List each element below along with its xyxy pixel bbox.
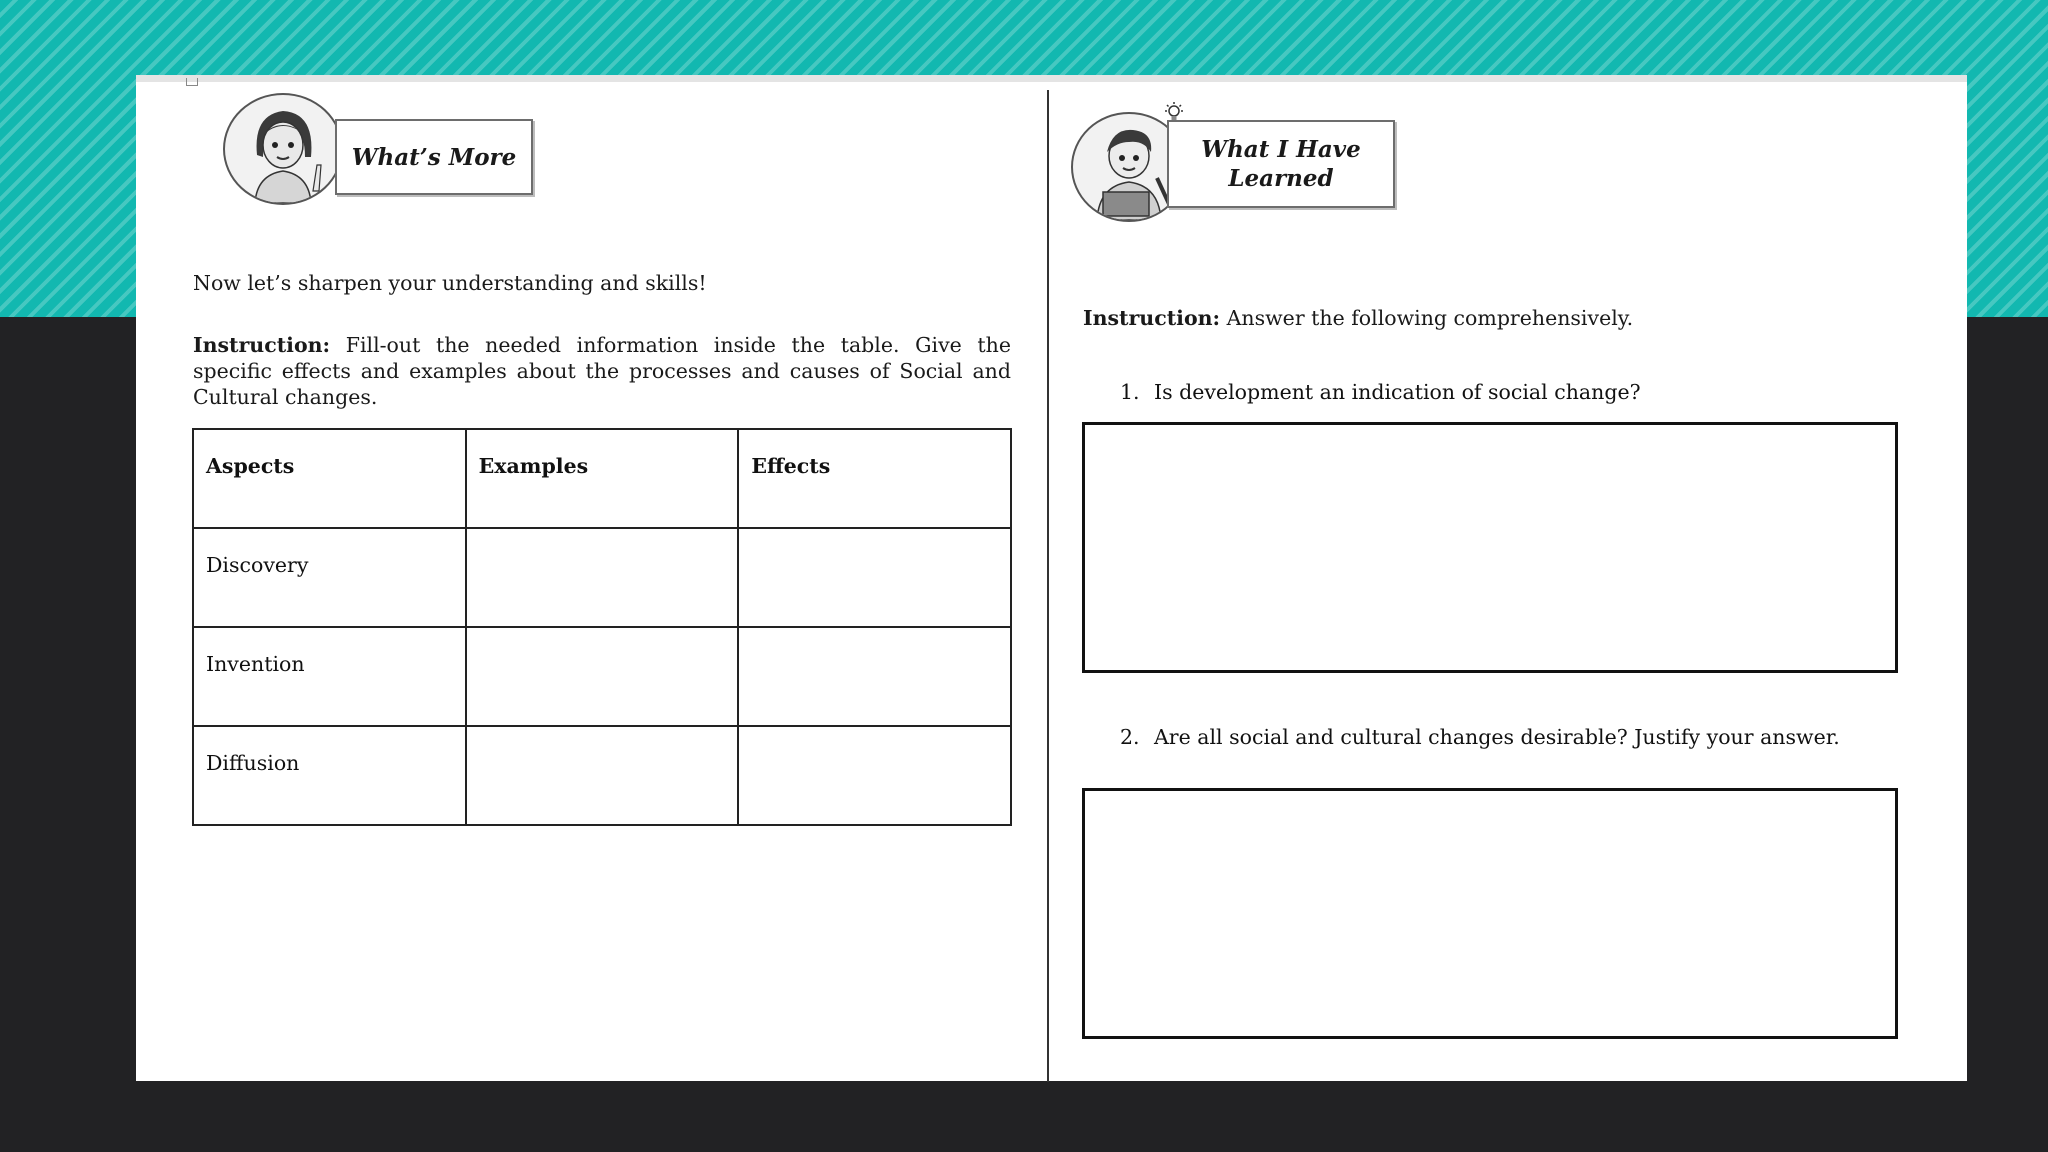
whats-more-title: What’s More	[335, 119, 533, 195]
header-examples: Examples	[466, 429, 739, 528]
question-2	[1120, 724, 1910, 750]
left-instruction-label: Instruction:	[193, 333, 331, 357]
header-effects: Effects	[738, 429, 1011, 528]
what-i-have-learned-badge	[1071, 102, 1401, 222]
cell-effects-input[interactable]	[738, 726, 1011, 825]
right-instruction-label: Instruction:	[1083, 306, 1221, 330]
table-row	[193, 528, 1011, 627]
left-instruction-text: Fill-out the needed information inside the table. Give the specific effects and examples about the processes and causes of Social and Cultural changes.	[193, 333, 1011, 409]
question-text: Is development an indication of social change?	[1154, 380, 1641, 404]
document-page	[136, 75, 1967, 1081]
cell-examples-input[interactable]	[466, 528, 739, 627]
girl-avatar-icon	[223, 93, 343, 205]
question-text: Are all social and cultural changes desirable? Justify your answer.	[1154, 725, 1840, 749]
left-instruction	[193, 332, 1011, 410]
right-instruction	[1083, 305, 1903, 331]
aspects-table	[192, 428, 1012, 826]
answer-box-2[interactable]	[1082, 788, 1898, 1039]
cell-aspect: Discovery	[193, 528, 466, 627]
cell-effects-input[interactable]	[738, 627, 1011, 726]
cell-examples-input[interactable]	[466, 627, 739, 726]
table-row	[193, 726, 1011, 825]
question-1	[1120, 379, 1910, 405]
intro-text: Now let’s sharpen your understanding and skills!	[193, 271, 707, 295]
answer-box-1[interactable]	[1082, 422, 1898, 673]
question-number: 1.	[1120, 380, 1140, 404]
right-instruction-text: Answer the following comprehensively.	[1220, 306, 1634, 330]
corner-marker	[186, 78, 198, 86]
title-line-1: What I Have	[1201, 136, 1361, 163]
question-number: 2.	[1120, 725, 1140, 749]
table-header-row	[193, 429, 1011, 528]
cell-aspect: Diffusion	[193, 726, 466, 825]
cell-examples-input[interactable]	[466, 726, 739, 825]
what-i-have-learned-title	[1167, 120, 1395, 208]
table-row	[193, 627, 1011, 726]
title-line-2: Learned	[1228, 165, 1334, 192]
header-aspects: Aspects	[193, 429, 466, 528]
cell-effects-input[interactable]	[738, 528, 1011, 627]
column-divider	[1047, 90, 1049, 1082]
cell-aspect: Invention	[193, 627, 466, 726]
whats-more-badge	[223, 93, 543, 208]
